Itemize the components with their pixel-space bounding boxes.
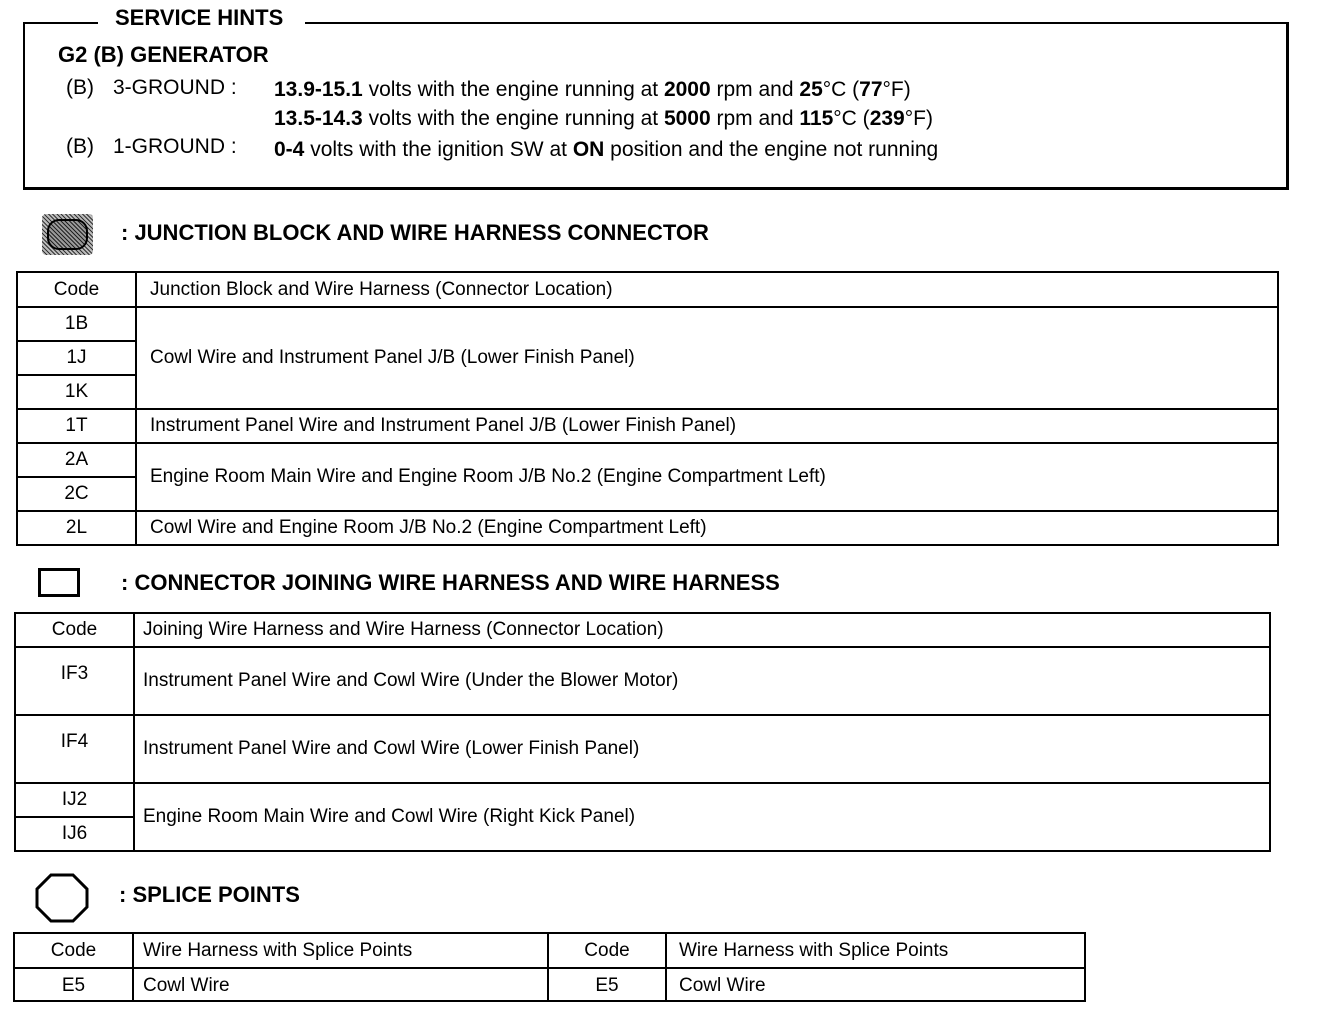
desc-cell: Instrument Panel Wire and Cowl Wire (Lower Finish Panel) bbox=[143, 738, 640, 759]
code-header: Code bbox=[584, 939, 630, 961]
desc-cell: Engine Room Main Wire and Cowl Wire (Right Kick Panel) bbox=[143, 806, 636, 827]
hint-line-1: 13.9-15.1 volts with the engine running at 2000 rpm and 25°C (77°F) bbox=[274, 78, 911, 101]
code-header: Code bbox=[53, 278, 100, 300]
service-hints-title: SERVICE HINTS bbox=[98, 4, 305, 32]
desc-cell: Cowl Wire and Instrument Panel J/B (Lower Finish Panel) bbox=[150, 347, 635, 368]
splice-section-title: : SPLICE POINTS bbox=[119, 882, 300, 907]
desc-header: Joining Wire Harness and Wire Harness (Connector Location) bbox=[143, 619, 664, 640]
hint-label: 3-GROUND : bbox=[113, 76, 237, 99]
code-header: Code bbox=[50, 939, 97, 961]
code-header: Code bbox=[51, 619, 98, 640]
hint-terminal: (B) bbox=[66, 76, 94, 99]
code-cell: E5 bbox=[61, 974, 86, 996]
desc-cell: Cowl Wire and Engine Room J/B No.2 (Engine Compartment Left) bbox=[150, 517, 707, 538]
junction-table bbox=[16, 271, 1279, 546]
code-cell: 1K bbox=[64, 381, 89, 402]
component-title: G2 (B) GENERATOR bbox=[58, 42, 269, 67]
code-cell: IF3 bbox=[60, 663, 89, 684]
code-cell: 1J bbox=[66, 347, 87, 368]
code-cell: 1T bbox=[65, 415, 88, 436]
code-cell: 1B bbox=[64, 313, 89, 334]
hint-line-3: 0-4 volts with the ignition SW at ON position and the engine not running bbox=[274, 138, 939, 161]
connector-section-title: : CONNECTOR JOINING WIRE HARNESS AND WIRE HARNESS bbox=[121, 570, 780, 595]
connector-icon bbox=[38, 568, 80, 597]
splice-table bbox=[13, 932, 1086, 1002]
code-cell: 2A bbox=[64, 449, 89, 470]
desc-cell: Cowl Wire bbox=[679, 974, 766, 996]
desc-cell: Cowl Wire bbox=[143, 974, 230, 996]
code-cell: E5 bbox=[595, 974, 619, 996]
hint-label: 1-GROUND : bbox=[113, 135, 237, 158]
code-cell: IJ6 bbox=[61, 823, 88, 844]
hint-terminal: (B) bbox=[66, 135, 94, 158]
desc-header: Wire Harness with Splice Points bbox=[143, 939, 413, 961]
splice-point-icon bbox=[35, 873, 89, 923]
hint-line-2: 13.5-14.3 volts with the engine running at 5000 rpm and 115°C (239°F) bbox=[274, 107, 933, 130]
connector-table bbox=[14, 612, 1271, 852]
desc-cell: Instrument Panel Wire and Instrument Panel J/B (Lower Finish Panel) bbox=[150, 415, 737, 436]
desc-header: Junction Block and Wire Harness (Connector Location) bbox=[150, 278, 613, 300]
desc-cell: Engine Room Main Wire and Engine Room J/B No.2 (Engine Compartment Left) bbox=[150, 466, 826, 487]
code-cell: IJ2 bbox=[61, 789, 88, 810]
code-cell: 2L bbox=[65, 517, 88, 538]
code-cell: 2C bbox=[64, 483, 89, 504]
desc-header: Wire Harness with Splice Points bbox=[679, 939, 949, 961]
desc-cell: Instrument Panel Wire and Cowl Wire (Under the Blower Motor) bbox=[143, 670, 679, 691]
code-cell: IF4 bbox=[60, 731, 89, 752]
junction-section-title: : JUNCTION BLOCK AND WIRE HARNESS CONNECTOR bbox=[121, 220, 709, 245]
junction-block-icon bbox=[42, 214, 93, 255]
